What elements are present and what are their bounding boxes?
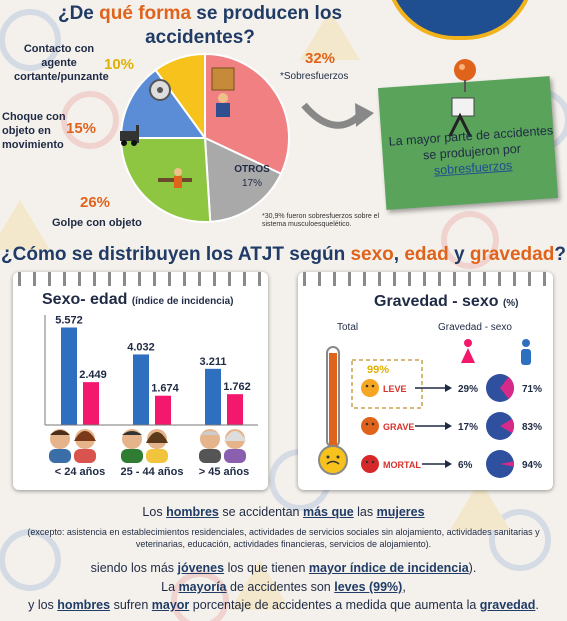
bar-1-1 [155, 396, 171, 425]
notebook-rings-right [303, 272, 548, 286]
young-man-avatar [49, 429, 71, 463]
face-icon-1 [361, 417, 379, 435]
adult-woman-avatar [146, 429, 168, 463]
accident-type-pie-chart [110, 50, 300, 230]
severity-chart-title: Gravedad - sexo (%) [374, 293, 519, 310]
bar-2-0 [205, 369, 221, 425]
footnote: *30,9% fueron sobresfuerzos sobre el sistema musculoesquelético. [262, 213, 380, 228]
total-pct: 99% [367, 364, 390, 376]
severity-rows [350, 370, 550, 480]
bar-2-1 [227, 394, 243, 425]
category-label-0: < 24 años [54, 466, 106, 478]
man-icon [521, 339, 531, 365]
bar-chart-title: Sexo- edad (índice de incidencia) [42, 291, 234, 308]
senior-man-avatar [199, 429, 221, 463]
category-label-2: > 45 años [198, 466, 250, 478]
summary-line-5: y los hombres sufren mayor porcentaje de accidentes a medida que aumenta la gravedad. [28, 598, 539, 612]
women-pct-0: 29% [458, 384, 479, 395]
adult-man-avatar [121, 429, 143, 463]
label-sobresfuerzos: *Sobresfuerzos [280, 71, 349, 82]
curly-arrow-icon [300, 95, 380, 135]
face-icon-0 [361, 379, 379, 397]
age-group-avatars [45, 425, 265, 465]
gender-icons [458, 338, 538, 368]
summary-line-4: La mayoría de accidentes son leves (99%), [161, 580, 406, 594]
men-pct-2: 94% [522, 460, 543, 471]
bar-value-1-1: 1.674 [151, 382, 179, 395]
bar-0-0 [61, 327, 77, 425]
men-pct-0: 71% [522, 384, 543, 395]
bar-value-0-0: 5.572 [55, 314, 83, 327]
sticky-note-text: La mayor parte de accidentes se produjeron por sobresfuerzos [388, 123, 554, 178]
face-eye-r-0 [372, 385, 375, 388]
col-total: Total [337, 322, 359, 333]
row-arrowhead-2 [445, 460, 452, 468]
label-otros: OTROS 17% [234, 164, 270, 189]
face-eye-r-1 [372, 423, 375, 426]
severity-label-2: MORTAL [383, 460, 421, 470]
page-title: ¿De qué forma se producen los accidentes? [57, 3, 343, 48]
summary-exceptions: (excepto: asistencia en establecimientos residenciales, actividades de servicios sociales sin alojamiento, actividades sanitarias y veterinarias, educación, actividades financieras, servicios de alojamiento). [27, 527, 540, 549]
face-eye-l-0 [366, 385, 369, 388]
bar-value-0-1: 2.449 [79, 369, 107, 382]
col-gravedad-sexo: Gravedad - sexo [438, 322, 512, 333]
bar-value-2-1: 1.762 [223, 381, 251, 394]
thermometer-icon [318, 345, 348, 480]
senior-woman-avatar [224, 429, 246, 463]
face-eye-l-2 [366, 461, 369, 464]
label-contacto: Contacto con agente cortante/punzante [14, 43, 109, 83]
women-pct-1: 17% [458, 422, 479, 433]
bar-1-0 [133, 354, 149, 425]
face-eye-l-1 [366, 423, 369, 426]
pct-sobresfuerzos: 32% [305, 50, 336, 67]
pct-golpe: 26% [80, 194, 111, 211]
face-icon-2 [361, 455, 379, 473]
saw-icon [150, 80, 170, 100]
pushpin-worker-icon [440, 58, 490, 138]
summary-line-3: siendo los más jóvenes los que tienen mayor índice de incidencia). [90, 561, 477, 575]
women-pct-2: 6% [458, 460, 473, 471]
pct-choque: 15% [66, 120, 97, 137]
bar-0-1 [83, 382, 99, 425]
young-woman-avatar [74, 429, 96, 463]
bar-value-2-0: 3.211 [199, 355, 227, 368]
face-eye-r-2 [372, 461, 375, 464]
category-label-1: 25 - 44 años [120, 466, 184, 478]
men-pct-1: 83% [522, 422, 543, 433]
row-arrowhead-1 [445, 422, 452, 430]
notebook-rings [18, 272, 263, 286]
label-golpe: Golpe con objeto [52, 217, 142, 229]
severity-label-1: GRAVE [383, 422, 415, 432]
pct-contacto: 10% [104, 56, 135, 73]
section-title: ¿Cómo se distribuyen los ATJT según sexo, edad y gravedad? [1, 244, 566, 265]
label-choque: Choque con objeto en movimiento [2, 111, 66, 151]
severity-label-0: LEVE [383, 384, 407, 394]
row-arrowhead-0 [445, 384, 452, 392]
summary-line-1: Los hombres se accidentan más que las mujeres [142, 505, 425, 519]
bar-value-1-0: 4.032 [127, 341, 155, 354]
woman-icon [461, 339, 475, 363]
